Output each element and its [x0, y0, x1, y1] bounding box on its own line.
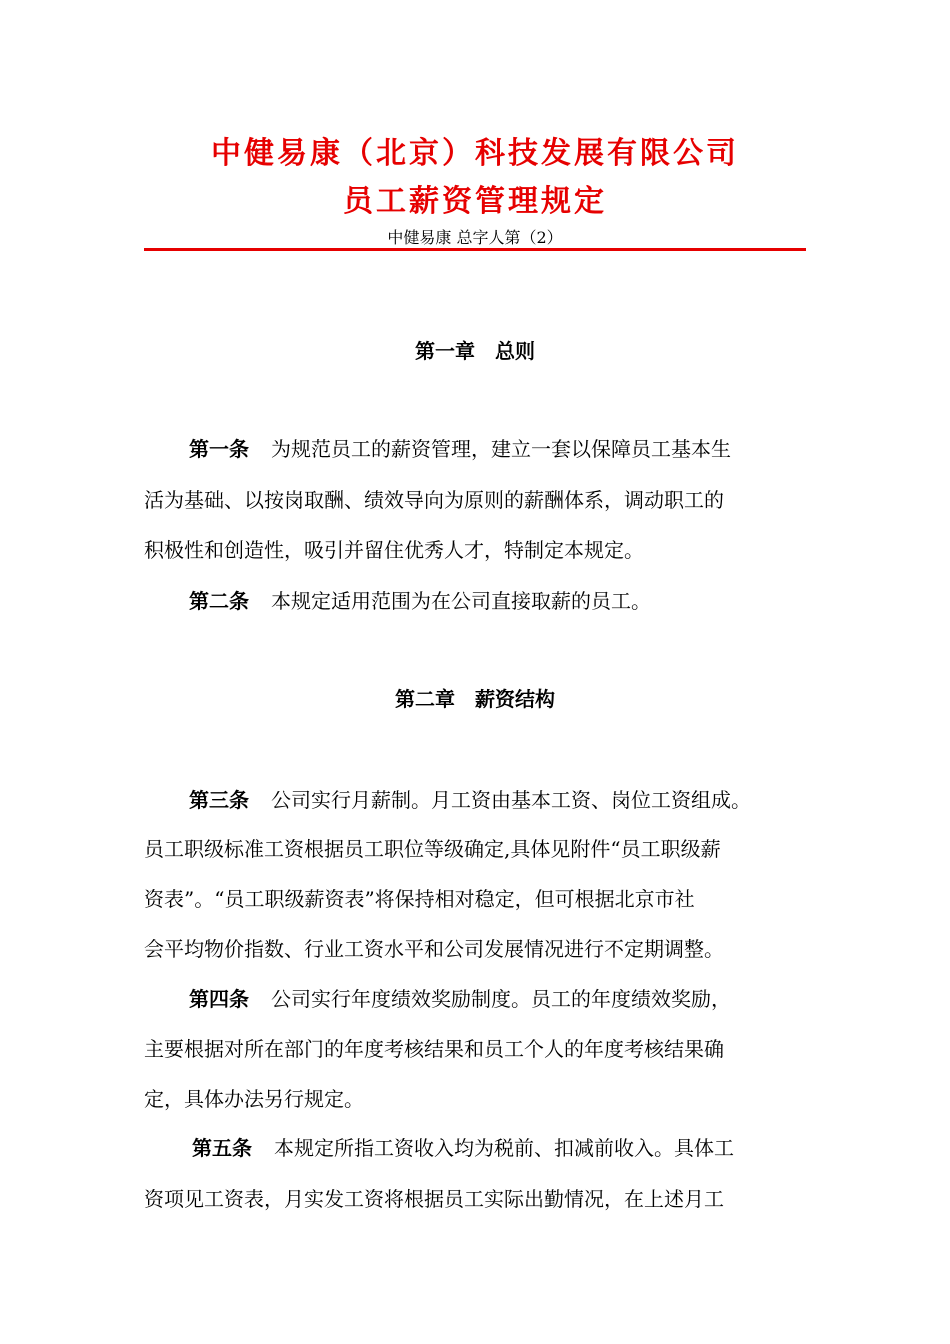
- chapter-heading-2: 第二章 薪资结构: [395, 687, 555, 711]
- article-3-line-2: 员工职级标准工资根据员工职位等级确定,具体见附件“员工职级薪: [144, 837, 721, 861]
- article-number: 第四条: [189, 987, 249, 1011]
- chapter-heading-1: 第一章 总则: [415, 339, 535, 363]
- article-number: 第一条: [189, 437, 249, 461]
- article-number: 第三条: [189, 788, 249, 812]
- article-5-line-1: [192, 1133, 734, 1163]
- article-3-line-3: 资表”。“员工职级薪资表”将保持相对稳定，但可根据北京市社: [144, 887, 695, 911]
- article-3-line-4: 会平均物价指数、行业工资水平和公司发展情况进行不定期调整。: [144, 937, 724, 961]
- document-title: 员工薪资管理规定: [343, 184, 607, 219]
- article-1-line-3: 积极性和创造性，吸引并留住优秀人才，特制定本规定。: [144, 538, 644, 562]
- header-divider: [144, 248, 806, 251]
- article-text: 本规定适用范围为在公司直接取薪的员工。: [271, 589, 651, 613]
- article-text: 公司实行月薪制。月工资由基本工资、岗位工资组成。: [271, 788, 751, 812]
- company-title: 中健易康（北京）科技发展有限公司: [211, 136, 739, 171]
- article-1-line-2: 活为基础、以按岗取酬、绩效导向为原则的薪酬体系，调动职工的: [144, 488, 724, 512]
- document-number: 中健易康 总字人第（2）: [387, 228, 563, 247]
- article-5-line-2: 资项见工资表，月实发工资将根据员工实际出勤情况，在上述月工: [144, 1187, 724, 1211]
- article-1-line-1: [189, 434, 731, 464]
- article-text: 本规定所指工资收入均为税前、扣减前收入。具体工: [274, 1136, 734, 1160]
- article-2-line-1: [189, 586, 651, 616]
- article-4-line-2: 主要根据对所在部门的年度考核结果和员工个人的年度考核结果确: [144, 1037, 724, 1061]
- article-4-line-3: 定，具体办法另行规定。: [144, 1087, 364, 1111]
- article-text: 为规范员工的薪资管理，建立一套以保障员工基本生: [271, 437, 731, 461]
- article-4-line-1: [189, 984, 731, 1014]
- article-text: 公司实行年度绩效奖励制度。员工的年度绩效奖励，: [271, 987, 731, 1011]
- article-3-line-1: [189, 785, 751, 815]
- article-number: 第五条: [192, 1136, 252, 1160]
- article-number: 第二条: [189, 589, 249, 613]
